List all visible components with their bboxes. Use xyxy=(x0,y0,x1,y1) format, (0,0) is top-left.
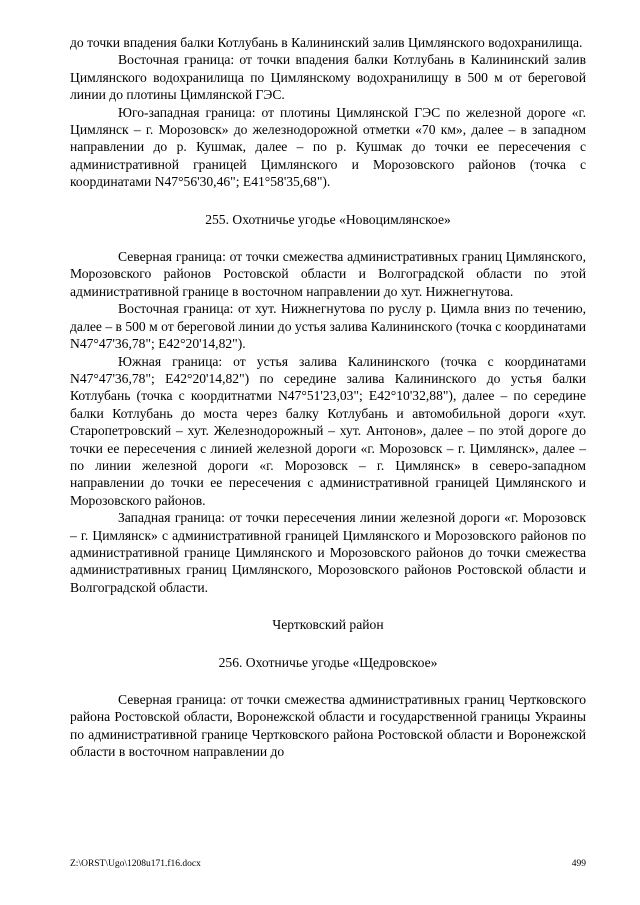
paragraph-east-border-255: Восточная граница: от хут. Нижнегнутова по руслу р. Цимла вниз по течению, далее – в 500 м от береговой линии до устья залива Калининского (точка с координатами N47°47'36,78"; E42°20'14,82"). xyxy=(70,301,586,352)
page-number: 499 xyxy=(571,859,586,869)
paragraph-north-border-255: Северная граница: от точки смежества административных границ Цимлянского, Морозовского районов Ростовской области и Волгоградской области по этой административной границе в восточном направлении до хут. Нижнегнутова. xyxy=(70,249,586,299)
paragraph-north-border-256: Северная граница: от точки смежества административных границ Чертковского района Ростовской области, Воронежской области и государственной границы Украины по административной границе Чертковского района Ростовской области и Воронежской области в восточном направлении до xyxy=(70,692,586,760)
file-path: Z:\ORST\Ugo\1208u171.f16.docx xyxy=(70,859,201,869)
paragraph-south-border-255: Южная граница: от устья залива Калининского (точка с координатами N47°47'36,78"; E42°20'14,82") по середине залива Калининского до устья балки Котлубань (точка с коордитнатми N47°51'23,03"; E42°10'32,88"), далее – по середине балки Котлубань до моста через балку Котлубань и автомобильной дороги «хут. Старопетровский – хут. Железнодорожный – хут. Антонов», далее – по этой дороге до точки ее пересечения с линией железной дороги «г. Морозовск – г. Цимлянск», далее – по линии железной дороги «г. Морозовск – г. Цимлянск» в северо-западном направлении до точки ее пересечения с административной границей Цимлянского и Морозовского районов. xyxy=(70,353,586,508)
district-heading: Чертковский район xyxy=(272,617,384,633)
section-heading-255: 255. Охотничье угодье «Новоцимлянское» xyxy=(205,211,451,227)
paragraph-west-border-255: Западная граница: от точки пересечения линии железной дороги «г. Морозовск – г. Цимлянск» с административной границей Цимлянского и Морозовского районов по административной границе Цимлянского и Морозовского районов до точки смежества административных границ Цимлянского, Морозовского районов Ростовской области и Волгоградской области. xyxy=(70,510,586,595)
paragraph-southwest-border: Юго-западная граница: от плотины Цимлянской ГЭС по железной дороге «г. Цимлянск – г. Морозовск» до железнодорожной отметки «70 км», далее – в западном направлении до р. Кушмак, далее – по р. Кушмак до точки ее пересечения с административной границей Цимлянского и Морозовского районов (точка с координатами N47°56'30,46"; E41°58'35,68"). xyxy=(70,104,586,190)
paragraph-east-border: Восточная граница: от точки впадения балки Котлубань в Калининский залив Цимлянского водохранилища по Цимлянскому водохранилищу в 500 м от береговой линии до плотины Цимлянской ГЭС. xyxy=(70,52,586,103)
paragraph-continuation: до точки впадения балки Котлубань в Калининский залив Цимлянского водохранилища. xyxy=(70,35,583,50)
document-body xyxy=(70,34,586,761)
section-heading-256: 256. Охотничье угодье «Щедровское» xyxy=(218,654,438,670)
